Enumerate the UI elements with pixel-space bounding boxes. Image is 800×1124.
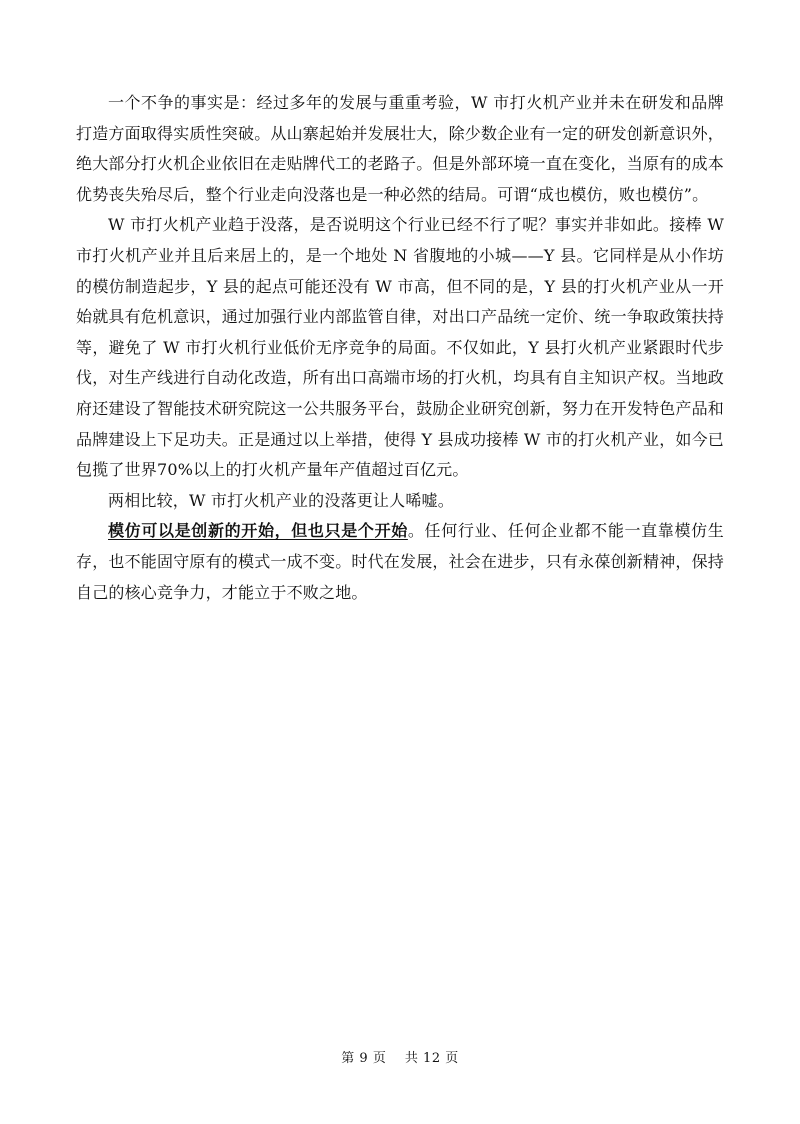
- total-pages: 12: [423, 1051, 441, 1066]
- total-suffix: 页: [445, 1051, 459, 1066]
- paragraph-4-rest: 。任何行业、任何企业都不能一直靠模仿生存，也不能固守原有的模式一成不变。时代在发展，社会在进步，只有永葆创新精神，保持自己的核心竞争力，才能立于不败之地。: [76, 521, 725, 602]
- emphasized-thesis: 模仿可以是创新的开始，但也只是个开始: [108, 521, 408, 541]
- page-label-prefix: 第: [341, 1051, 355, 1066]
- paragraph-2: W 市打火机产业趋于没落，是否说明这个行业已经不行了呢？事实并非如此。接棒 W 市打火机产业并且后来居上的，是一个地处 N 省腹地的小城——Y 县。它同样是从小作坊的模仿制造起步，Y 县的起点可能还没有 W 市高，但不同的是，Y 县的打火机产业从一开始就具有危机意识，通过加强行业内部监管自律，对出口产品统一定价、统一争取政策扶持等，避免了 W 市打火机行业低价无序竞争的局面。不仅如此，Y 县打火机产业紧跟时代步伐，对生产线进行自动化改造，所有出口高端市场的打火机，均具有自主知识产权。当地政府还建设了智能技术研究院这一公共服务平台，鼓励企业研究创新，努力在开发特色产品和品牌建设上下足功夫。正是通过以上举措，使得 Y 县成功接棒 W 市的打火机产业，如今已包揽了世界70%以上的打火机产量年产值超过百亿元。: [76, 215, 725, 480]
- page-footer: [0, 1047, 800, 1066]
- paragraph-3: 两相比较，W 市打火机产业的没落更让人唏嘘。: [108, 490, 454, 510]
- total-prefix: 共: [404, 1051, 419, 1066]
- document-body: [76, 88, 724, 608]
- page-number: 9: [359, 1051, 369, 1066]
- paragraph-4: [76, 516, 724, 608]
- paragraph-1: 一个不争的事实是：经过多年的发展与重重考验，W 市打火机产业并未在研发和品牌打造方面取得实质性突破。从山寨起始并发展壮大，除少数企业有一定的研发创新意识外，绝大部分打火机企业依旧在走贴牌代工的老路子。但是外部环境一直在变化，当原有的成本优势丧失殆尽后，整个行业走向没落也是一种必然的结局。可谓“成也模仿，败也模仿”。: [76, 93, 725, 204]
- page-label-mid: 页: [372, 1051, 387, 1066]
